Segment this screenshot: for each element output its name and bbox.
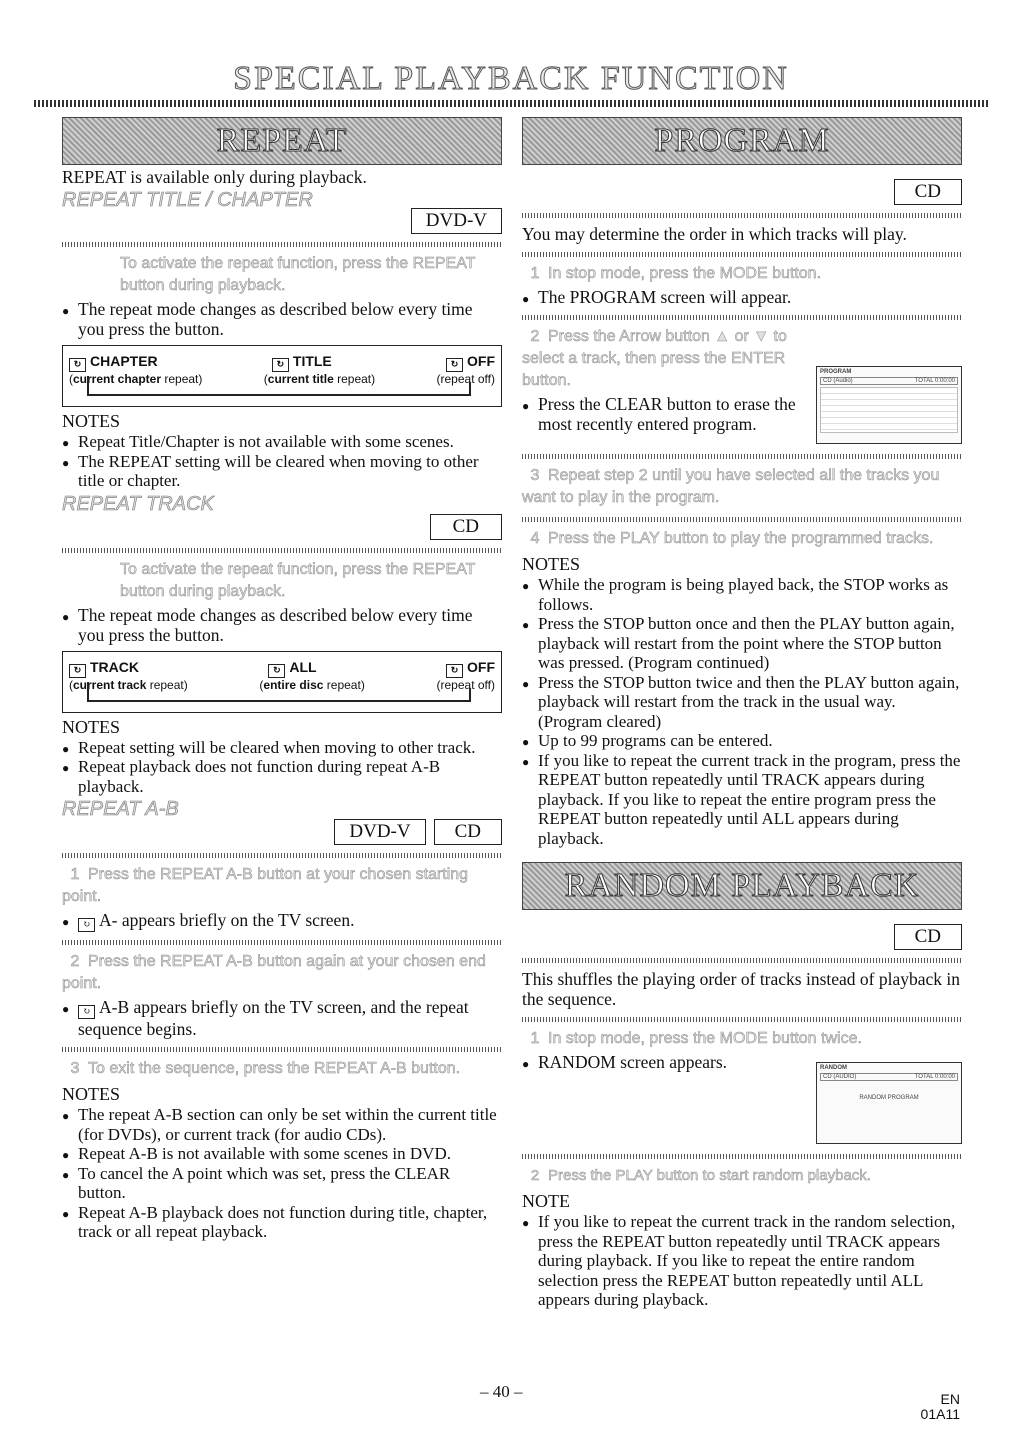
note-item: ● Repeat A-B is not available with some scenes in DVD.	[62, 1144, 502, 1164]
random-step-1-block	[522, 1028, 962, 1146]
repeat-icon: ↻	[446, 358, 463, 372]
dotted-divider	[62, 548, 502, 553]
random-screen-image: RANDOM CD (AUDIO) TOTAL 0:00:00 RANDOM PROGRAM	[816, 1062, 962, 1144]
title-divider	[34, 100, 988, 107]
cd-badge: CD	[894, 924, 962, 950]
repeat-icon: ↻	[268, 664, 285, 678]
note-item: ● The REPEAT setting will be cleared when moving to other title or chapter.	[62, 452, 502, 491]
arrow-up-icon	[87, 376, 89, 394]
notes-heading: NOTES	[62, 1084, 120, 1104]
repeat-banner: REPEAT	[62, 117, 502, 165]
cd-badge: CD	[434, 819, 502, 845]
repeat-ab-step-3: 3 To exit the sequence, press the REPEAT A-B button.	[70, 1060, 461, 1077]
dotted-divider	[522, 252, 962, 257]
dotted-divider	[522, 454, 962, 459]
program-screen-image: PROGRAM CD (Audio) TOTAL 0:00:00	[816, 366, 962, 444]
note-item: ● While the program is being played back, the STOP works as follows.	[522, 575, 962, 614]
left-column	[62, 117, 502, 1242]
repeat-track-step: To activate the repeat function, press the REPEAT button during playback.	[120, 560, 476, 600]
dotted-divider	[522, 1154, 962, 1159]
repeat-icon: ↻	[446, 664, 463, 678]
dotted-divider	[62, 242, 502, 247]
program-step-1: 1 In stop mode, press the MODE button.	[530, 265, 822, 282]
dotted-divider	[522, 1017, 962, 1022]
repeat-mode-diagram-chapter: ↻ CHAPTER ↻ TITLE ↻ OFF (current chapter repeat) (current title repeat) (repeat off)	[62, 345, 502, 407]
note-item: ● Up to 99 programs can be entered.	[522, 731, 962, 751]
cd-badge: CD	[894, 179, 962, 205]
repeat-ab-step-1: 1 Press the REPEAT A-B button at your chosen starting point.	[62, 866, 469, 905]
dotted-divider	[62, 1047, 502, 1052]
arrow-up-icon	[87, 682, 89, 700]
repeat-ab-step-2: 2 Press the REPEAT A-B button again at your chosen end point.	[62, 953, 486, 992]
dotted-divider	[522, 315, 962, 320]
repeat-ab-subhead: REPEAT A-B	[62, 798, 179, 820]
random-banner: RANDOM PLAYBACK	[522, 862, 962, 910]
notes-heading: NOTES	[62, 716, 120, 737]
note-item: ● If you like to repeat the current track in the program, press the REPEAT button repeatedly until TRACK appears during playback. If you like to repeat the entire program press the REPEAT button repeatedly until ALL appears during playback.	[522, 751, 962, 849]
note-item: ● Repeat Title/Chapter is not available with some scenes.	[62, 432, 502, 452]
repeat-icon: ↻	[69, 358, 86, 372]
random-step-2: 2 Press the PLAY button to start random playback.	[530, 1167, 871, 1184]
right-column	[522, 117, 962, 1310]
repeat-tc-bullet: ● The repeat mode changes as described below every time you press the button.	[62, 299, 502, 339]
repeat-track-bullet: ● The repeat mode changes as described below every time you press the button.	[62, 605, 502, 645]
program-bullet-1: ● The PROGRAM screen will appear.	[522, 287, 962, 307]
note-item: ● The repeat A-B section can only be set within the current title (for DVDs), or current track (for audio CDs).	[62, 1105, 502, 1144]
note-item: ● Repeat setting will be cleared when moving to other track.	[62, 738, 502, 758]
repeat-track-subhead: REPEAT TRACK	[62, 492, 214, 515]
note-item: ● Press the STOP button twice and then the PLAY button again, playback will restart from the track in the usual way. (Program cleared)	[522, 673, 962, 732]
program-step-2: 2 Press the Arrow button ▲ or ▼ to select a track, then press the ENTER button.	[522, 328, 787, 389]
program-step-3: 3 Repeat step 2 until you have selected all the tracks you want to play in the program.	[522, 467, 940, 506]
repeat-ab-bullet-2: ● ↻ A-B appears briefly on the TV screen, and the repeat sequence begins.	[62, 997, 502, 1039]
dvd-v-badge: DVD-V	[334, 819, 425, 845]
cd-badge: CD	[430, 514, 502, 540]
note-item: ● Press the STOP button once and then the PLAY button again, playback will restart from the point where the STOP button was pressed. (Program continued)	[522, 614, 962, 673]
dotted-divider	[522, 958, 962, 963]
notes-heading: NOTES	[522, 554, 580, 574]
repeat-icon: ↻	[78, 918, 95, 932]
repeat-icon: ↻	[78, 1005, 95, 1019]
note-item: ● Repeat playback does not function during repeat A-B playback.	[62, 757, 502, 796]
repeat-tc-step: To activate the repeat function, press the REPEAT button during playback.	[120, 255, 476, 294]
page-title: SPECIAL PLAYBACK FUNCTION	[233, 60, 789, 97]
dotted-divider	[522, 213, 962, 218]
repeat-intro: REPEAT is available only during playback.	[62, 167, 367, 187]
note-item: ● To cancel the A point which was set, press the CLEAR button.	[62, 1164, 502, 1203]
dvd-v-badge: DVD-V	[411, 208, 502, 234]
repeat-mode-diagram-track: ↻ TRACK ↻ ALL ↻ OFF (current track repeat) (entire disc repeat) (repeat off)	[62, 651, 502, 713]
notes-heading: NOTES	[62, 411, 120, 431]
random-step-1: 1 In stop mode, press the MODE button twice.	[530, 1030, 862, 1047]
repeat-ab-bullet-1: ● ↻ A- appears briefly on the TV screen.	[62, 910, 502, 932]
program-step-4: 4 Press the PLAY button to play the programmed tracks.	[530, 530, 934, 547]
dotted-divider	[62, 853, 502, 858]
program-bullet-2: ● Press the CLEAR button to erase the most recently entered program.	[522, 394, 798, 434]
notes-heading: NOTE	[522, 1191, 570, 1211]
note-item: ● If you like to repeat the current track in the random selection, press the REPEAT button repeatedly until TRACK appears during playback. If you like to repeat the entire random selection press the REPEAT button repeatedly until ALL appears during playback.	[522, 1212, 962, 1310]
page-number: – 40 –	[480, 1382, 523, 1401]
note-item: ● Repeat A-B playback does not function during title, chapter, track or all repeat playback.	[62, 1203, 502, 1242]
random-bullet-1: ● RANDOM screen appears.	[522, 1052, 962, 1072]
dotted-divider	[62, 940, 502, 945]
page-footer-code: EN 01A11	[920, 1391, 960, 1422]
program-intro: You may determine the order in which tracks will play.	[522, 224, 907, 244]
repeat-icon: ↻	[272, 358, 289, 372]
repeat-title-chapter-subhead: REPEAT TITLE / CHAPTER	[62, 189, 313, 211]
program-step-2-block	[522, 326, 962, 446]
repeat-icon: ↻	[69, 664, 86, 678]
random-intro: This shuffles the playing order of tracks instead of playback in the sequence.	[522, 969, 961, 1009]
program-banner: PROGRAM	[522, 117, 962, 165]
dotted-divider	[522, 517, 962, 522]
